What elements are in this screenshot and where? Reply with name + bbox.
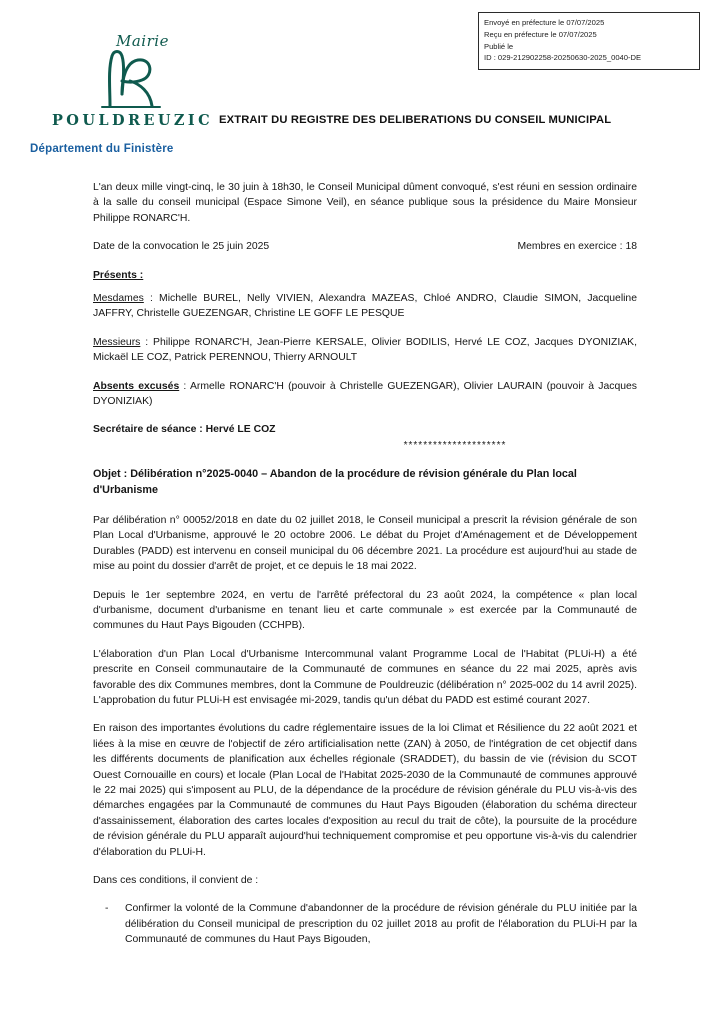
secretary-row: [93, 422, 637, 437]
members-count: Membres en exercice : 18: [517, 241, 637, 253]
convocation-row: [93, 239, 637, 254]
convocation-date: Date de la convocation le 25 juin 2025: [93, 241, 270, 253]
commune-logo: [44, 26, 229, 141]
messieurs-list: : Philippe RONARC'H, Jean-Pierre KERSALE, Olivier BODILIS, Hervé LE COZ, Jacques DYONIZIAK, Mickaël LE COZ, Patrick PERENNOU, Thierry ARNOULT: [93, 336, 637, 364]
paragraph-3: L'élaboration d'un Plan Local d'Urbanisme Intercommunal valant Programme Local de l'Habitat (PLUi-H) a été prescrite en Conseil communautaire de la Communauté de communes en séance du 22 mai 2025, après avis favorable des dix Communes membres, dont la Commune de Pouldreuzic (délibération n° 2025-002 du 14 avril 2025). L'approbation du futur PLUi-H est envisagée mi-2029, tandis qu'un débat du PADD est estimé courant 2027.: [93, 648, 637, 706]
absents-list: : Armelle RONARC'H (pouvoir à Christelle GUEZENGAR), Olivier LAURAIN (pouvoir à Jacques DYONIZIAK): [93, 380, 637, 408]
presents-label: Présents :: [93, 269, 144, 281]
stamp-line-published: Publié le: [484, 41, 514, 51]
messieurs-label: Messieurs: [93, 336, 141, 348]
paragraph-1: Par délibération n° 00052/2018 en date du 02 juillet 2018, le Conseil municipal a prescrit la révision générale de son Plan Local d'Urbanisme, approuvé le 20 octobre 2006. Le débat du Projet d'Aménagement et de Développement Durables (PADD) est intervenu en conseil municipal du 06 décembre 2021. La procédure est aujourd'hui au stade de mise au point du dossier d'arrêt de projet, et ce depuis le 18 mai 2022.: [93, 514, 637, 573]
logo-commune-name: POULDREUZIC: [52, 112, 214, 129]
mesdames-list: : Michelle BUREL, Nelly VIVIEN, Alexandra MAZEAS, Chloé ANDRO, Claudie SIMON, Jacqueline JAFFRY, Christelle GUEZENGAR, Christine LE GOFF LE PESQUE: [93, 293, 637, 320]
intro-paragraph: L'an deux mille vingt-cinq, le 30 juin à 18h30, le Conseil Municipal dûment convoqué, s'est réuni en session ordinaire à la salle du conseil municipal (Espace Simone Veil), en séance publique sous la présidence du Maire Monsieur Philippe RONARC'H.: [93, 182, 637, 224]
paragraph-4: En raison des importantes évolutions du cadre réglementaire issues de la loi Climat et Résilience du 22 août 2021 et liées à la mise en œuvre de l'objectif de zéro artificialisation nette (ZAN) à 2050, de l'intégration de cet objectif dans les différents documents de planification aux échelles régionale (SRADDET), du bassin de vie (révision du SCOT Ouest Cornouaille en cours) et locale (Plan Local de l'Habitat 2025-2030 de la Communauté de communes approuvé le 22 mai 2025) qui s'imposent au PLU, de la dépendance de la procédure de révision générale du PLU vis-à-vis des démarches engagées par la Communauté de communes du Haut Pays Bigouden (élaboration du schéma directeur d'assainissement, élaboration des cartes locales d'exposition au recul du trait de côte), la poursuite de la procédure de révision générale du PLU apparaît aujourd'hui techniquement compromise et peu opportune vis-à-vis du calendrier d'élaboration du PLUi-H.: [93, 723, 637, 858]
secretary-name: Hervé LE COZ: [202, 424, 276, 436]
logo-mark-icon: [96, 48, 170, 110]
separator-stars: *********************: [403, 439, 507, 451]
paragraph-5: Dans ces conditions, il convient de :: [93, 875, 259, 886]
stamp-line-id: ID : 029-212902258-20250630-2025_0040-DE: [484, 53, 642, 63]
list-item: [93, 901, 637, 947]
object-heading: Objet : Délibération n°2025-0040 – Abandon de la procédure de révision générale du Plan local d'Urbanisme: [93, 468, 577, 497]
bullet-marker: -: [105, 903, 109, 915]
stamp-line-sent: Envoyé en préfecture le 07/07/2025: [484, 18, 605, 27]
stamp-line-received: Reçu en préfecture le 07/07/2025: [484, 29, 597, 39]
logo-mairie-text: Mairie: [116, 32, 169, 50]
page-title: EXTRAIT DU REGISTRE DES DELIBERATIONS DU CONSEIL MUNICIPAL: [219, 114, 612, 126]
presents-messieurs: [93, 335, 637, 366]
bullet-text: Confirmer la volonté de la Commune d'abandonner de la procédure de révision générale du PLU initiée par la délibération du Conseil municipal de prescription du 02 juillet 2018 au profit de l'élaboration du PLUi-H par la Communauté de communes du Haut Pays Bigouden,: [125, 903, 637, 946]
absents-row: [93, 379, 637, 410]
document-body: [93, 180, 637, 960]
secretary-label: Secrétaire de séance :: [93, 424, 203, 436]
presents-mesdames: [93, 291, 637, 322]
mesdames-label: Mesdames: [93, 293, 144, 305]
absents-label: Absents excusés: [93, 380, 180, 392]
prefecture-stamp-box: [478, 12, 700, 70]
paragraph-2: Depuis le 1er septembre 2024, en vertu de l'arrêté préfectoral du 23 août 2024, la compétence « plan local d'urbanisme, document d'urbanisme en tenant lieu et carte communale » est exercée par la Communauté de communes du Haut Pays Bigouden (CCHPB).: [93, 589, 637, 632]
department-label: Département du Finistère: [30, 143, 174, 155]
